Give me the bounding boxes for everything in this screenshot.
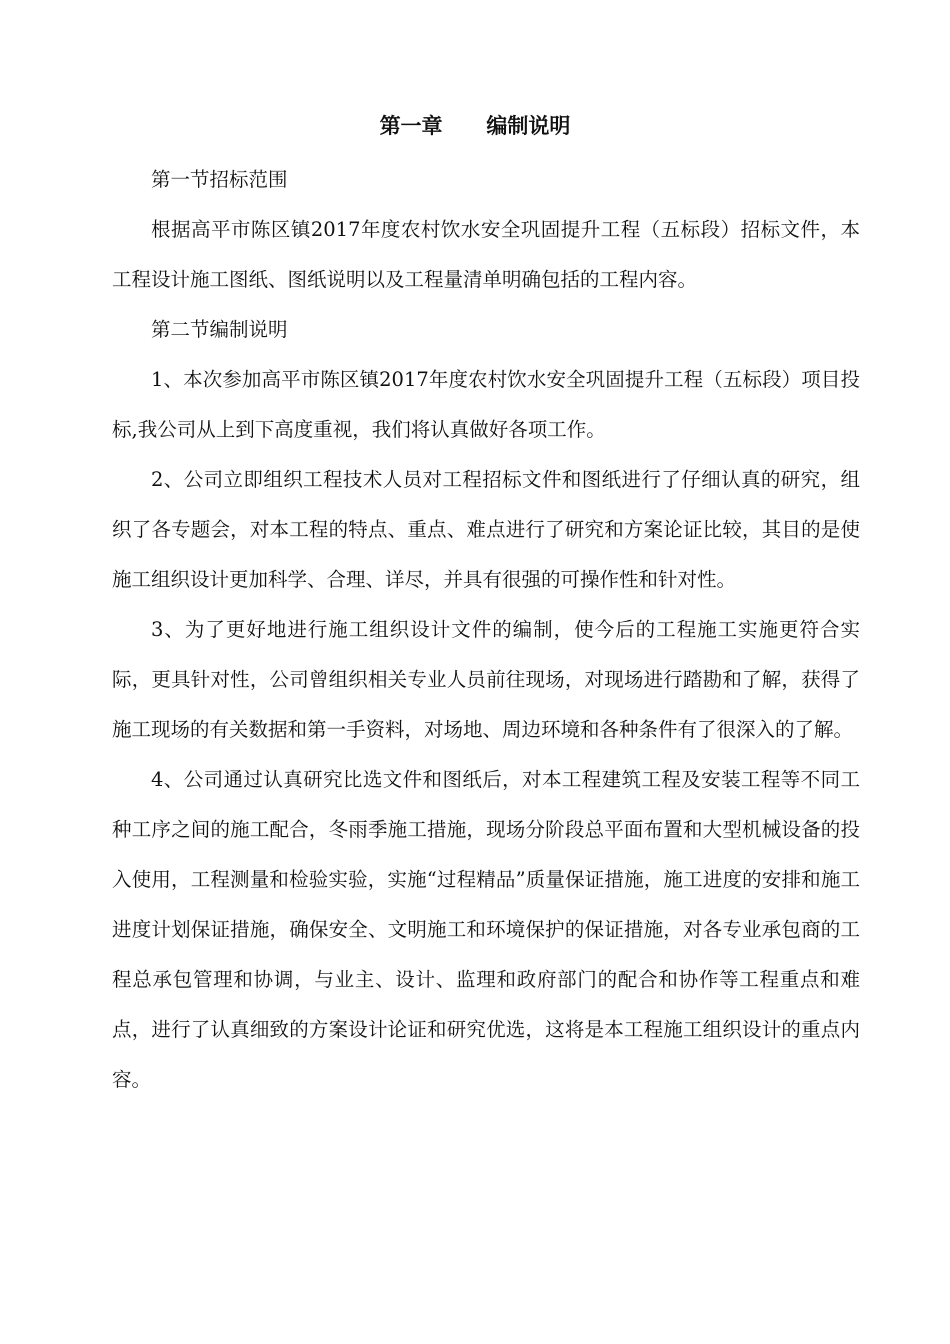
document-body: [112, 155, 860, 1105]
paragraph-item-3: 3、为了更好地进行施工组织设计文件的编制，使今后的工程施工实施更符合实际，更具针对性，公司曾组织相关专业人员前往现场，对现场进行踏勘和了解，获得了施工现场的有关数据和第一手资料，对场地、周边环境和各种条件有了很深入的了解。: [112, 618, 860, 741]
paragraph-item-2: 2、公司立即组织工程技术人员对工程招标文件和图纸进行了仔细认真的研究，组织了各专题会，对本工程的特点、重点、难点进行了研究和方案论证比较，其目的是使施工组织设计更加科学、合理、详尽，并具有很强的可操作性和针对性。: [112, 468, 860, 591]
paragraph-bidding-scope: 根据高平市陈区镇2017年度农村饮水安全巩固提升工程（五标段）招标文件，本工程设计施工图纸、图纸说明以及工程量清单明确包括的工程内容。: [112, 218, 860, 291]
paragraph-item-4: 4、公司通过认真研究比选文件和图纸后，对本工程建筑工程及安装工程等不同工种工序之间的施工配合，冬雨季施工措施，现场分阶段总平面布置和大型机械设备的投入使用，工程测量和检验实验，实施“过程精品”质量保证措施，施工进度的安排和施工进度计划保证措施，确保安全、文明施工和环境保护的保证措施，对各专业承包商的工程总承包管理和协调，与业主、设计、监理和政府部门的配合和协作等工程重点和难点，进行了认真细致的方案设计论证和研究优选，这将是本工程施工组织设计的重点内容。: [112, 768, 860, 1091]
chapter-title: 第一章 编制说明: [379, 113, 571, 138]
paragraph-item-1: 1、本次参加高平市陈区镇2017年度农村饮水安全巩固提升工程（五标段）项目投标,我公司从上到下高度重视，我们将认真做好各项工作。: [112, 368, 860, 441]
section-heading-bidding-scope: 第一节招标范围: [151, 168, 288, 191]
section-heading-compilation-notes: 第二节编制说明: [151, 318, 288, 341]
